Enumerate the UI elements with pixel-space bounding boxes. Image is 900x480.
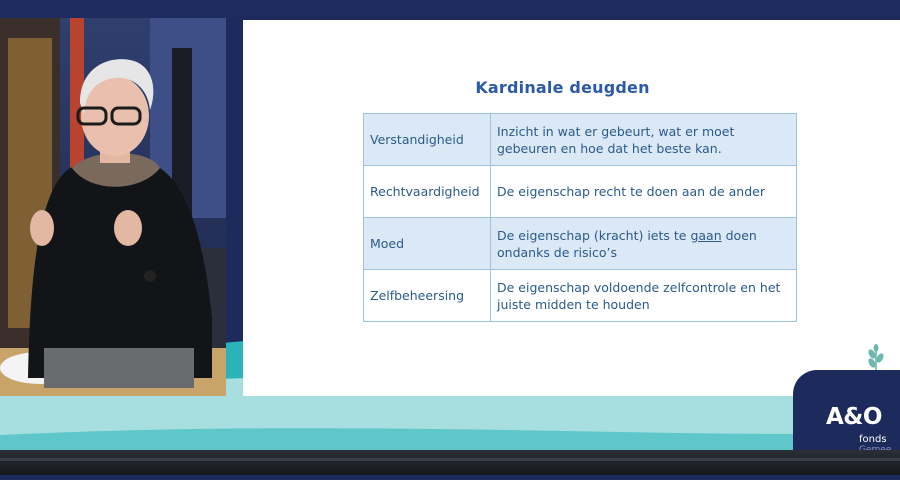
presenter-video[interactable]: [0, 18, 226, 396]
virtue-name: Rechtvaardigheid: [364, 166, 491, 218]
virtues-table: [363, 113, 797, 322]
table-row: [364, 270, 797, 322]
top-bar: [0, 0, 900, 18]
virtue-description: De eigenschap recht te doen aan de ander: [491, 166, 797, 218]
logo-text: A&O: [826, 404, 882, 430]
presentation-slide: [243, 20, 900, 396]
progress-track[interactable]: [0, 458, 900, 461]
player-controls-strip[interactable]: [0, 450, 900, 475]
virtue-description: De eigenschap voldoende zelfcontrole en het juiste midden te houden: [491, 270, 797, 322]
virtue-description: Inzicht in wat er gebeurt, wat er moet gebeuren en hoe dat het beste kan.: [491, 114, 797, 166]
logo-subtitle: fonds: [859, 434, 887, 445]
slide-title: Kardinale deugden: [475, 78, 650, 97]
table-row: [364, 218, 797, 270]
virtue-description: De eigenschap (kracht) iets te gaan doen ondanks de risico’s: [491, 218, 797, 270]
table-row: [364, 114, 797, 166]
virtue-name: Verstandigheid: [364, 114, 491, 166]
presenter-image: [0, 18, 226, 396]
virtue-name: Zelfbeheersing: [364, 270, 491, 322]
virtue-name: Moed: [364, 218, 491, 270]
table-row: [364, 166, 797, 218]
